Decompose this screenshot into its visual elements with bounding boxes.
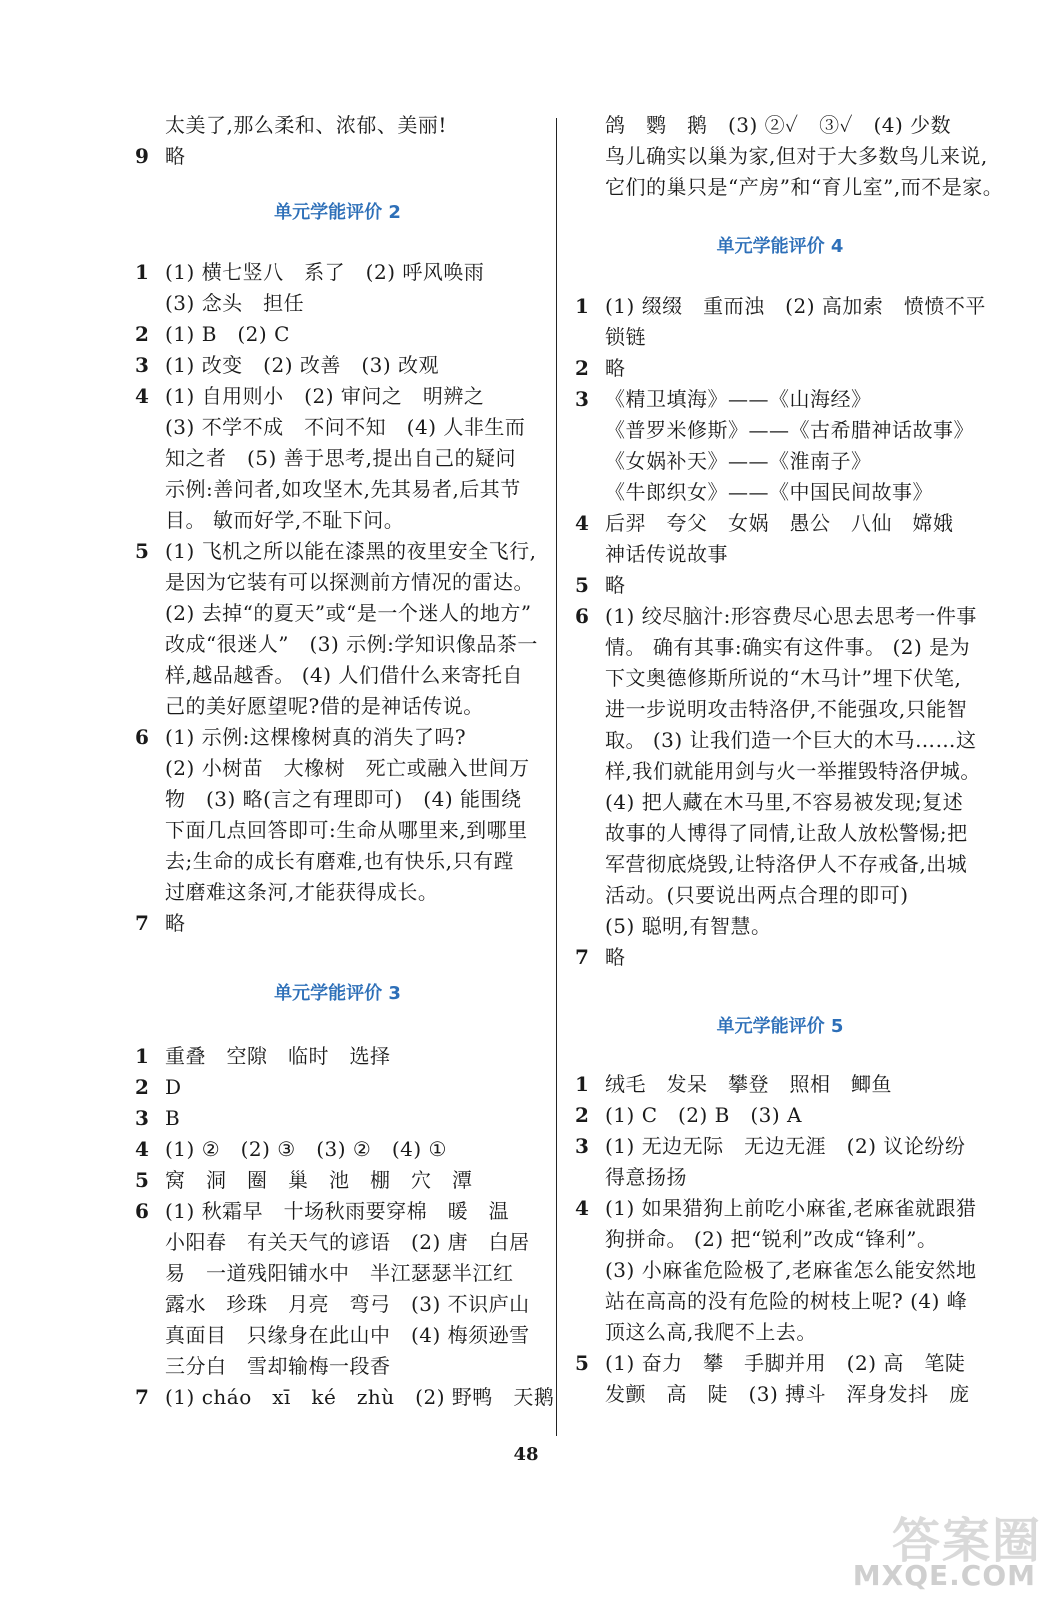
question-number [135, 1258, 165, 1289]
answer-text: (2) 小树苗 大橡树 死亡或融入世间万 [165, 756, 530, 780]
answer-text: (1) B (2) C [165, 322, 290, 346]
answer-text: B [165, 1106, 181, 1130]
answer-text: 重叠 空隙 临时 选择 [165, 1044, 391, 1068]
answer-line [575, 601, 985, 632]
question-number [575, 446, 605, 477]
answer-line [575, 1100, 985, 1131]
question-number: 2 [135, 322, 150, 346]
answer-line [575, 384, 985, 415]
question-number [575, 818, 605, 849]
question-number [575, 110, 605, 141]
question-number: 1 [575, 1072, 590, 1096]
page-number: 48 [513, 1444, 539, 1465]
answer-text: 改成“很迷人” (3) 示例:学知识像品茶一 [165, 632, 538, 656]
answer-text: 过磨难这条河,才能获得成长。 [165, 880, 439, 904]
answer-text: 绒毛 发呆 攀登 照相 鲫鱼 [605, 1072, 892, 1096]
column-divider [556, 118, 557, 1436]
answer-text: 易 一道残阳铺水中 半江瑟瑟半江红 [165, 1261, 514, 1285]
answer-line [575, 1224, 985, 1255]
answer-text: (1) 改变 (2) 改善 (3) 改观 [165, 353, 440, 377]
answer-line [575, 353, 985, 384]
answer-line [135, 722, 540, 753]
answer-line [575, 632, 985, 663]
question-number: 5 [575, 1351, 590, 1375]
answer-line [575, 1286, 985, 1317]
answer-line [575, 787, 985, 818]
answer-line [575, 818, 985, 849]
question-number [575, 141, 605, 172]
answer-line [135, 288, 540, 319]
answer-text: 太美了,那么柔和、浓郁、美丽! [165, 113, 447, 137]
answer-line [135, 474, 540, 505]
answer-text: (2) 去掉“的夏天”或“是一个迷人的地方” [165, 601, 532, 625]
section-2-answers [135, 257, 540, 939]
answer-text: 露水 珍珠 月亮 弯弓 (3) 不识庐山 [165, 1292, 530, 1316]
answer-text: (1) 横七竖八 系了 (2) 呼风唤雨 [165, 260, 485, 284]
answer-text: 真面目 只缘身在此山中 (4) 梅须逊雪 [165, 1323, 530, 1347]
answer-text: 鸟儿确实以巢为家,但对于大多数鸟儿来说, [605, 144, 988, 168]
answer-line [135, 598, 540, 629]
question-number: 2 [575, 1103, 590, 1127]
question-number [575, 539, 605, 570]
answer-line [575, 1348, 985, 1379]
answer-line [135, 1041, 540, 1072]
answer-line [135, 1196, 540, 1227]
answer-text: (1) 无边无际 无边无涯 (2) 议论纷纷 [605, 1134, 966, 1158]
question-number: 5 [135, 1168, 150, 1192]
answer-text: D [165, 1075, 182, 1099]
answer-text: 略 [605, 945, 626, 969]
question-number: 5 [135, 539, 150, 563]
answer-text: 目。 敏而好学,不耻下问。 [165, 508, 405, 532]
answer-text: (1) 如果猎狗上前吃小麻雀,老麻雀就跟猎 [605, 1196, 977, 1220]
answer-text: 《精卫填海》——《山海经》 [605, 387, 872, 411]
answer-line [575, 110, 985, 141]
question-number: 3 [135, 353, 150, 377]
question-number [135, 288, 165, 319]
answer-text: (5) 聪明,有智慧。 [605, 914, 772, 938]
question-number [135, 110, 165, 141]
answer-text: 《普罗米修斯》——《古希腊神话故事》 [605, 418, 974, 442]
question-number: 7 [135, 1385, 150, 1409]
answer-line [135, 381, 540, 412]
answer-text: 进一步说明攻击特洛伊,不能强攻,只能智 [605, 697, 968, 721]
answer-text: 故事的人博得了同情,让敌人放松警惕;把 [605, 821, 968, 845]
question-number [575, 1317, 605, 1348]
question-number [135, 691, 165, 722]
question-number: 4 [135, 384, 150, 408]
answer-text: 站在高高的没有危险的树枝上呢? (4) 峰 [605, 1289, 968, 1313]
answer-text: 得意扬扬 [605, 1165, 687, 1189]
section-title-2: 单元学能评价 2 [274, 202, 401, 223]
answer-line [575, 756, 985, 787]
answer-line [135, 536, 540, 567]
answer-text: (1) C (2) B (3) A [605, 1103, 803, 1127]
answer-line [575, 1131, 985, 1162]
answer-line [575, 141, 988, 172]
question-number: 3 [135, 1106, 150, 1130]
answer-text: (1) 绞尽脑汁:形容费尽心思去思考一件事 [605, 604, 977, 628]
answer-text: (1) 奋力 攀 手脚并用 (2) 高 笔陡 [605, 1351, 966, 1375]
answer-text: 窝 洞 圈 巢 池 棚 穴 潭 [165, 1168, 473, 1192]
answer-line [135, 110, 540, 141]
left-column [135, 110, 555, 1413]
section-3-answers [135, 1041, 555, 1413]
answer-text: 锁链 [605, 325, 646, 349]
question-number [135, 505, 165, 536]
answer-text: 下面几点回答即可:生命从哪里来,到哪里 [165, 818, 528, 842]
answer-line [575, 415, 985, 446]
answer-text: 略 [605, 573, 626, 597]
answer-line [135, 846, 540, 877]
question-number: 4 [135, 1137, 150, 1161]
answer-text: 狗拼命。 (2) 把“锐利”改成“锋利”。 [605, 1227, 938, 1251]
answer-line [135, 257, 540, 288]
answer-text: (3) 不学不成 不问不知 (4) 人非生而 [165, 415, 526, 439]
question-number [135, 784, 165, 815]
answer-line [575, 1379, 985, 1410]
answer-line [575, 291, 985, 322]
question-number [135, 660, 165, 691]
answer-text: 样,越品越香。 (4) 人们借什么来寄托自 [165, 663, 523, 687]
question-number [575, 1255, 605, 1286]
right-column [575, 110, 1004, 1410]
section-title-4: 单元学能评价 4 [716, 236, 844, 257]
answer-line [135, 1382, 555, 1413]
answer-text: 鸽 鹦 鹅 (3) ②✓ ③✓ (4) 少数 [605, 113, 952, 137]
answer-text: 样,我们就能用剑与火一举摧毁特洛伊城。 [605, 759, 981, 783]
answer-text: (1) ② (2) ③ (3) ② (4) ① [165, 1137, 447, 1161]
answer-text: 下文奥德修斯所说的“木马计”埋下伏笔, [605, 666, 962, 690]
answer-line [135, 1103, 540, 1134]
answer-line [135, 567, 540, 598]
answer-line [135, 1072, 540, 1103]
question-number [575, 322, 605, 353]
answer-text: 物 (3) 略(言之有理即可) (4) 能围绕 [165, 787, 522, 811]
question-number [575, 663, 605, 694]
answer-line [575, 880, 985, 911]
answer-line [575, 1193, 985, 1224]
question-number [135, 1320, 165, 1351]
answer-line [575, 942, 985, 973]
question-number [135, 1289, 165, 1320]
answer-line [135, 319, 540, 350]
section-title-3: 单元学能评价 3 [274, 983, 401, 1004]
question-number [575, 632, 605, 663]
question-number [575, 415, 605, 446]
question-number [135, 474, 165, 505]
answer-line [575, 1069, 985, 1100]
question-number [575, 725, 605, 756]
answer-line [135, 505, 540, 536]
question-number [135, 443, 165, 474]
answer-line [135, 1258, 540, 1289]
answer-line [135, 1227, 540, 1258]
section-4-answers [575, 291, 985, 973]
question-number: 3 [575, 1134, 590, 1158]
answer-line [135, 1320, 540, 1351]
question-number [135, 567, 165, 598]
section-5-answers [575, 1069, 985, 1410]
answer-line [575, 539, 985, 570]
question-number: 1 [135, 260, 150, 284]
answer-text: 是因为它装有可以探测前方情况的雷达。 [165, 570, 534, 594]
answer-line [575, 172, 1004, 203]
question-number [575, 787, 605, 818]
answer-text: 发颤 高 陡 (3) 搏斗 浑身发抖 庞 [605, 1382, 970, 1406]
question-number: 3 [575, 387, 590, 411]
question-number [135, 1227, 165, 1258]
answer-text: (1) 示例:这棵橡树真的消失了吗? [165, 725, 467, 749]
question-number [135, 815, 165, 846]
question-number [575, 1162, 605, 1193]
answer-text: (1) 缀缀 重而浊 (2) 高加索 愤愤不平 [605, 294, 986, 318]
answer-text: 去;生命的成长有磨难,也有快乐,只有蹚 [165, 849, 514, 873]
answer-line [135, 753, 540, 784]
answer-line [135, 877, 540, 908]
question-number [135, 877, 165, 908]
answer-text: 《女娲补天》——《淮南子》 [605, 449, 872, 473]
answer-line [575, 1162, 985, 1193]
watermark-site: MXQE.COM [852, 1559, 1036, 1592]
left-intro [135, 110, 540, 172]
question-number [575, 1379, 605, 1410]
answer-line [575, 1317, 985, 1348]
answer-text: 后羿 夸父 女娲 愚公 八仙 嫦娥 [605, 511, 954, 535]
question-number: 4 [575, 1196, 590, 1220]
answer-line [135, 908, 540, 939]
question-number [135, 629, 165, 660]
question-number [575, 477, 605, 508]
answer-line [575, 1255, 985, 1286]
question-number [575, 1224, 605, 1255]
question-number: 1 [575, 294, 590, 318]
answer-line [575, 663, 985, 694]
answer-text: 略 [165, 911, 186, 935]
answer-line [135, 1134, 540, 1165]
watermark [852, 1502, 1042, 1592]
question-number [135, 598, 165, 629]
answer-line [135, 443, 540, 474]
right-intro [575, 110, 1004, 203]
question-number [575, 756, 605, 787]
answer-line [135, 1289, 540, 1320]
question-number: 5 [575, 573, 590, 597]
answer-text: (1) 自用则小 (2) 审问之 明辨之 [165, 384, 485, 408]
answer-text: 三分白 雪却输梅一段香 [165, 1354, 391, 1378]
answer-text: 活动。(只要说出两点合理的即可) [605, 883, 909, 907]
answer-line [575, 725, 985, 756]
question-number: 7 [135, 911, 150, 935]
answer-line [135, 629, 540, 660]
answer-text: 取。 (3) 让我们造一个巨大的木马……这 [605, 728, 977, 752]
answer-line [575, 508, 985, 539]
answer-text: 神话传说故事 [605, 542, 728, 566]
answer-line [135, 1165, 540, 1196]
answer-text: (3) 念头 担任 [165, 291, 305, 315]
answer-text: (1) 飞机之所以能在漆黑的夜里安全飞行, [165, 539, 537, 563]
question-number: 6 [135, 725, 150, 749]
answer-text: 知之者 (5) 善于思考,提出自己的疑问 [165, 446, 517, 470]
answer-text: (1) 秋霜早 十场秋雨要穿棉 暖 温 [165, 1199, 510, 1223]
question-number: 7 [575, 945, 590, 969]
answer-text: (3) 小麻雀危险极了,老麻雀怎么能安然地 [605, 1258, 977, 1282]
answer-line [135, 1351, 540, 1382]
question-number [135, 1351, 165, 1382]
question-number [135, 846, 165, 877]
question-number [575, 911, 605, 942]
question-number [575, 172, 605, 203]
answer-text: 小阳春 有关天气的谚语 (2) 唐 白居 [165, 1230, 530, 1254]
answer-line [575, 446, 985, 477]
question-number: 6 [135, 1199, 150, 1223]
question-number: 6 [575, 604, 590, 628]
answer-line [135, 784, 540, 815]
question-number [135, 412, 165, 443]
question-number [575, 694, 605, 725]
answer-line [575, 322, 985, 353]
answer-line [135, 815, 540, 846]
answer-text: 军营彻底烧毁,让特洛伊人不存戒备,出城 [605, 852, 968, 876]
question-number [575, 849, 605, 880]
question-number: 4 [575, 511, 590, 535]
question-number [135, 753, 165, 784]
answer-text: 顶这么高,我爬不上去。 [605, 1320, 817, 1344]
answer-line [575, 911, 985, 942]
answer-line [135, 350, 540, 381]
answer-line [575, 694, 985, 725]
answer-text: 它们的巢只是“产房”和“育儿室”,而不是家。 [605, 175, 1004, 199]
question-number [575, 1286, 605, 1317]
answer-line [135, 660, 540, 691]
question-number: 2 [575, 356, 590, 380]
answer-line [575, 570, 985, 601]
answer-line [575, 849, 985, 880]
answer-line [135, 412, 540, 443]
answer-text: (1) cháo xī ké zhù (2) 野鸭 天鹅 [165, 1385, 555, 1409]
watermark-logo: 答案圈 [891, 1513, 1042, 1569]
answer-text: 略 [165, 144, 186, 168]
question-number: 1 [135, 1044, 150, 1068]
answer-text: 己的美好愿望呢?借的是神话传说。 [165, 694, 484, 718]
answer-text: (4) 把人藏在木马里,不容易被发现;复述 [605, 790, 964, 814]
answer-text: 情。 确有其事:确实有这件事。 (2) 是为 [605, 635, 971, 659]
question-number: 9 [135, 144, 150, 168]
answer-text: 示例:善问者,如攻坚木,先其易者,后其节 [165, 477, 521, 501]
answer-text: 略 [605, 356, 626, 380]
question-number: 2 [135, 1075, 150, 1099]
answer-line [135, 691, 540, 722]
answer-text: 《牛郎织女》——《中国民间故事》 [605, 480, 933, 504]
question-number [575, 880, 605, 911]
section-title-5: 单元学能评价 5 [716, 1016, 844, 1037]
answer-line [575, 477, 985, 508]
answer-line [135, 141, 540, 172]
